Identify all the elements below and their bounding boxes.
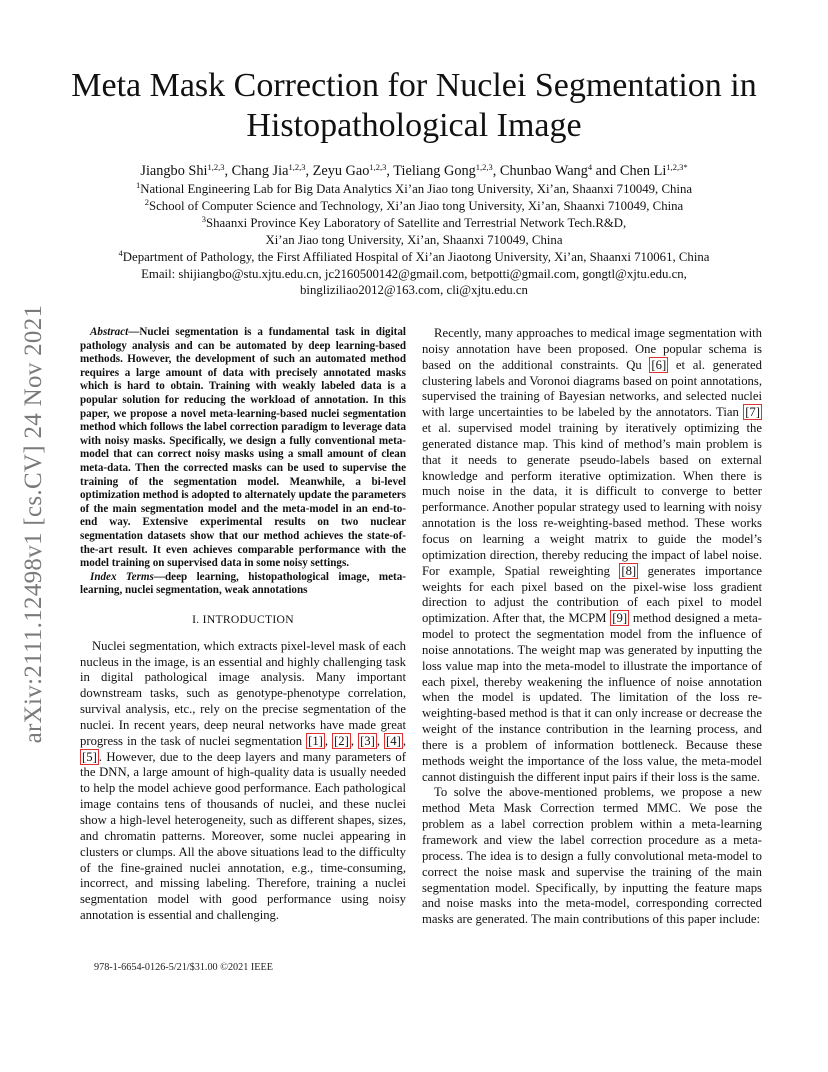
citation-link[interactable]: [2] [334,733,349,748]
body-paragraph: To solve the above-mentioned problems, we propose a new method Meta Mask Correction termed MMC. We pose the problem as a label correction problem within a meta-learning framework and view the label correction procedure as a meta-process. The idea is to design a fully convolutional meta-model to correct the noise mask and supervise the training of the main segmentation model. Specifically, by inputting the feature maps and noise masks into the meta-model, corresponding corrected masks are generated. The main contributions of this paper include: [422,785,762,927]
author-affiliation-mark: 1,2,3* [666,162,688,172]
citation-link[interactable]: [1] [308,733,323,748]
arxiv-identifier: arXiv:2111.12498v1 [cs.CV] 24 Nov 2021 [20,304,47,744]
affiliation-line: Xi’an Jiao tong University, Xi’an, Shaanxi 710049, China [265,232,563,247]
author-affiliation-mark: 1,2,3 [369,162,387,172]
author-affiliation-mark: 1,2,3 [288,162,306,172]
abstract-text: —Nuclei segmentation is a fundamental task in digital pathology analysis and can be automated by deep learning-based methods. However, the development of such an automated method requires a large amount of data with precisely annotated masks which is hard to obtain. Training with weakly labeled data is a popular solution for reducing the workload of annotation. In this paper, we propose a novel meta-learning-based nuclei segmentation method which follows the label correction paradigm to leverage data with noisy masks. Specifically, we design a fully conventional meta-model that can correct noisy masks using a small amount of clean meta-data. Then the corrected masks can be used to supervise the training of the segmentation model. Meanwhile, a bi-level optimization method is adopted to alternately update the parameters of the main segmentation model and the meta-model in an end-to-end way. Extensive experimental results on two nuclear segmentation datasets show that our method achieves the state-of-the-art result. It even achieves comparable performance with the model training on supervised data in some noisy settings. [80,326,406,570]
affiliation-block [50,181,778,299]
paragraph-text: Recently, many approaches to medical image segmentation with noisy annotation have been proposed. One popular schema is based on the additional constraints. Qu [422,326,762,372]
paragraph-text: et al. generated clustering labels and Voronoi diagrams based on point annotations, supervised the training of Bayesian networks, and selected nuclei with large uncertainties to be labeled by the annotators. Tian [422,357,762,420]
author-name: Zeyu Gao [312,163,370,179]
abstract-label: Abstract [90,326,129,338]
citation-link[interactable]: [3] [360,733,375,748]
citation-link[interactable]: [9] [612,611,628,626]
abstract [80,326,406,571]
paper-title: Meta Mask Correction for Nuclei Segmentation in Histopathological Image [71,67,757,144]
author-affiliation-mark: 1,2,3 [207,162,225,172]
author-name: Chunbao Wang [499,163,588,179]
left-column [80,326,406,924]
email-line: Email: shijiangbo@stu.xjtu.edu.cn, jc2160500142@gmail.com, betpotti@gmail.com, gongtl@xjtu.edu.cn, [141,266,687,281]
author-affiliation-mark: 1,2,3 [475,162,493,172]
author-name: Tieliang Gong [393,163,476,179]
citation-link[interactable]: [6] [651,357,667,372]
affiliation-mark: 2 [144,196,149,207]
affiliation-line [50,215,778,232]
author-name: Chang Jia [231,163,289,179]
index-terms [80,571,406,598]
citation-link[interactable]: [4] [386,733,401,748]
copyright-footer: 978-1-6654-0126-5/21/$31.00 ©2021 IEEE [94,962,273,973]
affiliation-mark: 1 [135,180,141,190]
paragraph-text: method designed a meta-model to protect the segmentation model from the influence of noise annotations. The weight map was generated by inputting the loss value map into the meta-model to illustrate the importance of each pixel, thereby weakening the influence of noise annotation when the model is updated. The limitation of the loss re-weighting-based method is that it can only increase or decrease the weight of the instance contribution in the learning process, and there is a problem of information bottleneck. Because these methods weight the importance of the loss value, the meta-model cannot distinguish the different input pairs if their loss is the same. [422,611,762,784]
author-name: Chen Li [619,163,667,179]
affiliation-line [50,181,778,198]
affiliation-mark: 4 [118,247,123,258]
index-terms-label: Index Terms [90,570,154,583]
author-name: Jiangbo Shi [140,163,208,179]
section-heading-introduction: I. INTRODUCTION [192,612,294,626]
body-paragraph [422,326,762,785]
affiliation-text: Shaanxi Province Key Laboratory of Satellite and Terrestrial Network Tech.R&D, [205,215,627,230]
email-line: bingliziliao2012@163.com, cli@xjtu.edu.cn [300,283,528,298]
affiliation-text: National Engineering Lab for Big Data Analytics Xi’an Jiao tong University, Xi’an, Shaanxi 710049, China [140,182,693,196]
affiliation-mark: 3 [201,213,206,224]
affiliation-line [50,198,778,215]
affiliation-text: School of Computer Science and Technology, Xi’an Jiao tong University, Xi’an, Shaanxi 710049, China [149,198,684,213]
citation-link[interactable]: [7] [745,405,760,420]
paragraph-text: . However, due to the deep layers and many parameters of the DNN, a large amount of high-quality data is usually needed to help the model achieve good performance. Each pathological image contains tens of thousands of nuclei, and these nuclei show a high-level heterogeneity, such as different shapes, sizes, and chromatin patterns. Moreover, some nuclei appearing in clusters or clumps. All the above situations lead to the difficulty of the fine-grained nuclei annotation, e.g., time-consuming, incorrect, and missing labeling. Therefore, training a nuclei segmentation model with good performance using noisy annotation is essential and challenging. [80,749,406,923]
citation-link[interactable]: [5] [82,749,97,764]
affiliation-line [50,249,778,266]
paragraph-text: Nuclei segmentation, which extracts pixel-level mask of each nucleus in the image, is an essential and highly challenging task in digital pathological image analysis. Many important downstream tasks, such as genotype-phenotype correlation, survival analysis, etc., rely on the precise segmentation of the nuclei. In recent years, deep neural networks have made great progress in the task of nuclei segmentation [80,638,406,748]
intro-paragraph: Nuclei segmentation, which extracts pixel-level mask of each nucleus in the image, is an essential and highly challenging task in digital pathological image analysis. Many important downstream tasks, such as genotype-phenotype correlation, survival analysis, etc., rely on the precise segmentation of the nuclei. In recent years, deep neural networks have made great progress in the task of nuclei segmentation [1] , [2] , [3] , [4] , [5] . However, due to the deep layers and many parameters of the DNN, a large amount of high-quality data is usually needed to help the model achieve good performance. Each pathological image contains tens of thousands of nuclei, and these nuclei show a high-level heterogeneity, such as different shapes, sizes, and chromatin patterns. Moreover, some nuclei appearing in clusters or clumps. All the above situations lead to the difficulty of the fine-grained nuclei annotation, e.g., time-consuming, incorrect, and missing labeling. Therefore, training a nuclei segmentation model with good performance using noisy annotation is essential and challenging. [80,638,407,923]
right-column [422,326,762,928]
author-affiliation-mark: 4 [587,162,593,172]
index-terms-text: —deep learning, histopathological image, meta-learning, nuclei segmentation, weak annotations [80,570,406,597]
paragraph-text: et al. supervised model training by iteratively optimizing the generated distance map. This kind of method’s main problem is that it needs to generate pseudo-labels based on external knowledge and perform iterative optimization. When there is much noise in the data, it is difficult to converge to better performance. Another popular strategy used to learning with noisy annotation is the loss re-weighting-based method. These works focus on learning a weight matrix to guide the model’s optimization direction, thereby reducing the impact of label noise. For example, Spatial reweighting [422,421,762,578]
paragraph-text: generates importance weights for each pixel based on the pixel-wise loss gradient direction to adjust the contribution of each pixel to model optimization. After that, the MCPM [422,563,762,626]
affiliation-text: Department of Pathology, the First Affiliated Hospital of Xi’an Jiaotong University, Xi’an, Shaanxi 710061, China [122,249,710,264]
author-list: Jiangbo Shi$^{1,2,3}$, Chang Jia$^{1,2,3}$, Zeyu Gao$^{1,2,3}$, Tieliang Gong$^{1,2,3}$, Chunbao Wang$^4$ and Chen $Li^{1,2,3*}$ [140,162,688,179]
citation-link[interactable]: [8] [621,563,637,578]
